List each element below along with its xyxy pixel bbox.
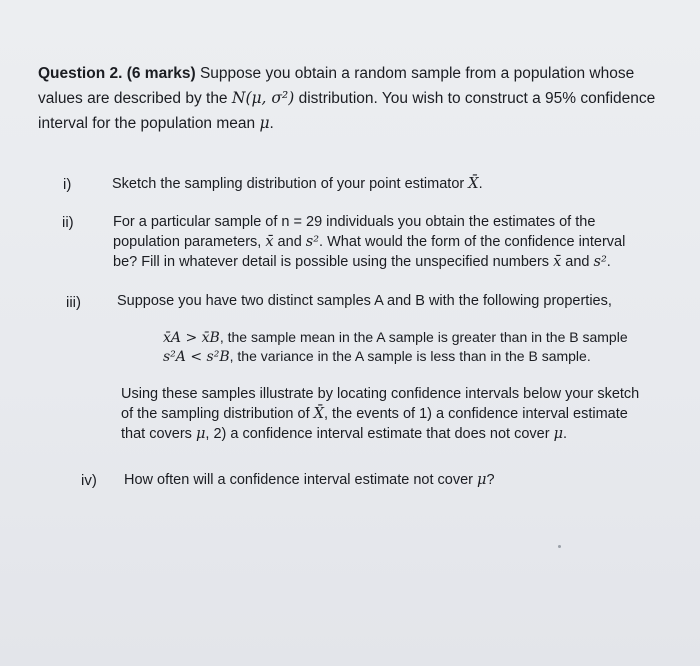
part-number-ii: ii) [62, 214, 74, 231]
part-text: For a particular sample of n = 29 individuals you obtain the estimates of the population parameters, [113, 214, 596, 250]
part-number-iv: iv) [81, 472, 97, 489]
part-text: . What would the form of the confidence interval be? Fill in whatever detail is possible using the unspecified numbers [113, 234, 626, 270]
part-iv-text [124, 470, 644, 490]
xbar-symbol: x̄ [265, 234, 274, 250]
question-statement [38, 62, 668, 136]
xbar-symbol: X̄ [313, 406, 324, 422]
part-text: , the events of 1) a confidence interval estimate that covers [121, 406, 628, 442]
s-squared-symbol: s² [593, 254, 607, 270]
part-text: . [563, 426, 568, 442]
part-text: and [561, 254, 594, 270]
part-number-iii: iii) [66, 294, 81, 311]
xbar-symbol: x̄ [553, 254, 562, 270]
condition-text: , the variance in the A sample is less than in the B sample. [229, 348, 591, 364]
part-iii-instructions [121, 384, 641, 444]
mu-symbol: μ [553, 426, 564, 442]
part-text: and [273, 234, 306, 250]
condition-variance [163, 346, 663, 367]
part-text: How often will a confidence interval estimate not cover [124, 472, 478, 488]
part-iii-intro: Suppose you have two distinct samples A and B with the following properties, [117, 293, 612, 309]
distribution-notation: N(μ, σ²) [231, 89, 295, 107]
mean-inequality: x̄A > x̄B [163, 330, 220, 346]
part-text: Using these samples illustrate by locating confidence intervals below your sketch of the sampling distribution of [121, 386, 640, 422]
part-i-text [112, 174, 652, 194]
xbar-symbol: X̄ [468, 176, 479, 192]
paper-speck [558, 545, 561, 548]
question-text: distribution. You wish to construct a 95% confidence interval for the population mean [38, 90, 656, 132]
part-text: . [478, 176, 483, 192]
s-squared-symbol: s² [305, 234, 320, 250]
condition-text: , the sample mean in the A sample is greater than in the B sample [219, 329, 628, 345]
part-number-i: i) [63, 176, 72, 193]
question-label: Question 2. (6 marks) [38, 65, 196, 82]
part-text: Sketch the sampling distribution of your point estimator [112, 176, 469, 192]
part-text: ? [486, 472, 495, 488]
question-text: Suppose you obtain a random sample from a population whose values are described by the [38, 65, 635, 107]
mu-symbol: μ [259, 114, 270, 132]
mu-symbol: μ [477, 472, 487, 488]
question-text: . [269, 115, 274, 132]
part-text: . [606, 254, 611, 270]
mu-symbol: μ [195, 426, 206, 442]
variance-inequality: s²A < s²B [163, 349, 230, 365]
part-ii-text [113, 212, 643, 272]
condition-mean [163, 327, 663, 348]
part-text: , 2) a confidence interval estimate that does not cover [205, 426, 554, 442]
